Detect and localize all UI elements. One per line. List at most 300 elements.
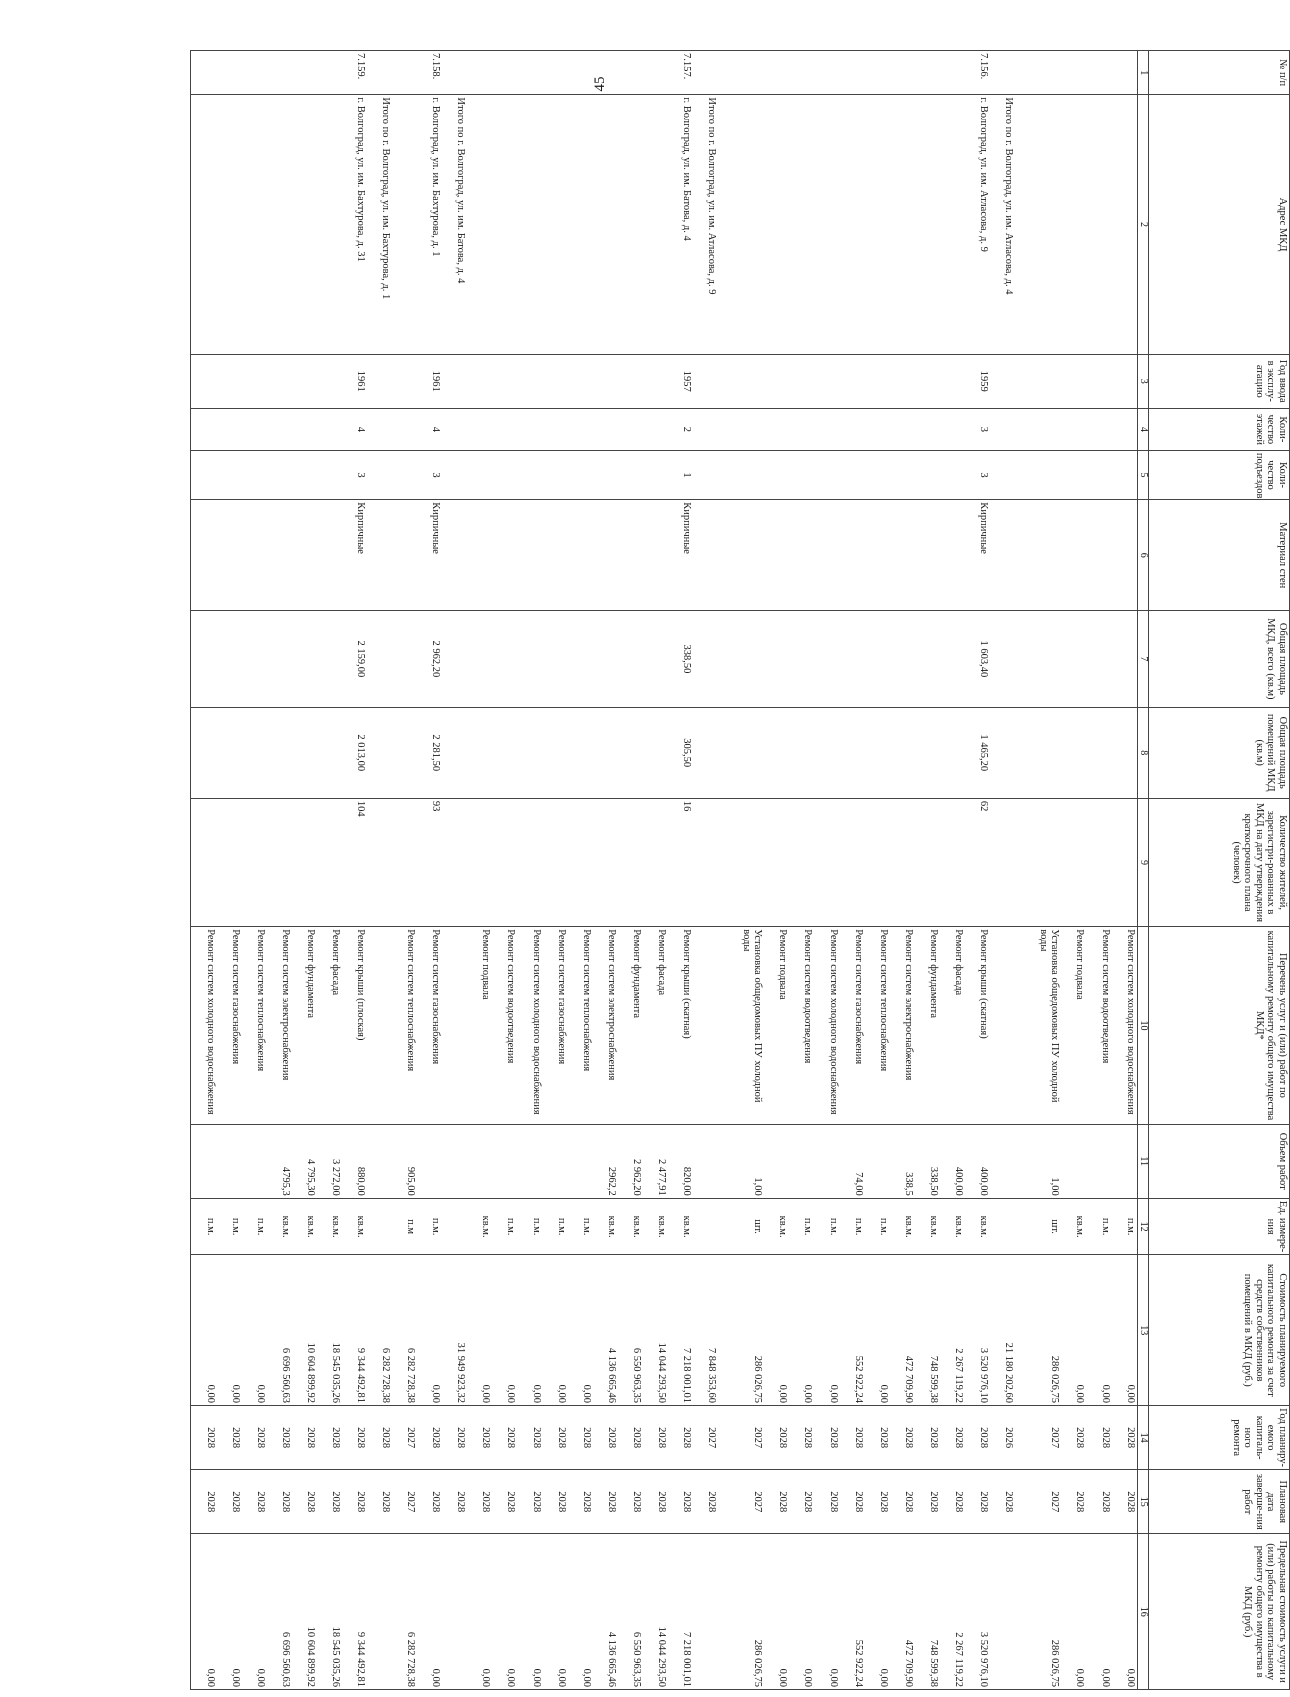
cell-wall-material [517, 500, 542, 611]
cell-residents [1061, 798, 1086, 926]
cell-cost [342, 1255, 367, 1406]
cell-completion-date [267, 1470, 292, 1534]
cell-repair-year [1112, 1406, 1138, 1470]
table-row [990, 51, 1015, 1690]
cell-premises-area [668, 707, 693, 798]
line [927, 411, 939, 448]
line [254, 357, 266, 406]
cell-cost [1015, 1255, 1061, 1406]
line [1125, 613, 1137, 704]
line: 0,00 [505, 1668, 517, 1687]
line [279, 710, 291, 796]
line: Итого по г. Волгоград, ул. им. Бахтурова, д. 1 [380, 97, 392, 300]
line: 0,00 [827, 1668, 839, 1687]
cell-unit [865, 1198, 890, 1255]
line: Ремонт фасада [952, 929, 964, 996]
cell-max-cost [442, 1534, 467, 1690]
cell-number [217, 51, 242, 95]
cell-cost [890, 1255, 915, 1406]
cell-repair-year [814, 1406, 839, 1470]
cell-completion-date [1112, 1470, 1138, 1534]
cell-wall-material [217, 500, 242, 611]
cell-floors [442, 408, 467, 450]
cell-work-type [814, 927, 839, 1124]
line: 6 550 963,35 [630, 1347, 642, 1404]
table-row [1015, 51, 1061, 1690]
line [705, 613, 717, 704]
line: 472 709,90 [902, 1355, 914, 1404]
table-row [890, 51, 915, 1690]
table-row [217, 51, 242, 1690]
cell-repair-year [618, 1406, 643, 1470]
line [330, 53, 342, 92]
table-row [789, 51, 814, 1690]
line: 3 [430, 472, 442, 478]
line [802, 502, 814, 608]
cell-cost [217, 1255, 242, 1406]
cell-residents [865, 798, 890, 926]
cell-number [718, 51, 764, 95]
line: 2028 [630, 1491, 642, 1513]
cell-residents [568, 798, 593, 926]
cell-completion-date [990, 1470, 1015, 1534]
line: 9 344 492,81 [355, 1347, 367, 1404]
line: п.м. [254, 1217, 266, 1236]
cell-work-type [191, 927, 217, 1124]
cell-floors [1112, 408, 1138, 450]
line: 2027 [752, 1427, 764, 1449]
cell-unit [693, 1198, 718, 1255]
line: 2028 [505, 1491, 517, 1513]
line: Ремонт систем газоснабжения [430, 929, 442, 1065]
cell-work-type [442, 927, 467, 1124]
line [952, 53, 964, 92]
line [1002, 801, 1014, 924]
line [777, 411, 789, 448]
cell-unit [789, 1198, 814, 1255]
line: 0,00 [802, 1384, 814, 1404]
line [777, 97, 789, 351]
line [1125, 801, 1137, 924]
cell-entrances [1086, 450, 1111, 499]
line: 0,00 [1125, 1384, 1136, 1404]
cell-floors [267, 408, 292, 450]
cell-unit [668, 1198, 693, 1255]
col-header-floors: Коли-чество этажей [1149, 408, 1290, 450]
line [505, 1127, 517, 1196]
line [827, 97, 839, 351]
line: Ремонт систем газоснабжения [229, 929, 241, 1065]
cell-unit [342, 1198, 367, 1255]
line: кв.м. [480, 1215, 492, 1238]
line: 4 [430, 426, 442, 432]
cell-entrances [643, 450, 668, 499]
table-row [517, 51, 542, 1690]
cell-number [492, 51, 517, 95]
cell-work-type [915, 927, 940, 1124]
col-number: 2 [1138, 95, 1149, 354]
line [1099, 411, 1111, 448]
line [852, 97, 864, 351]
line: 3 520 976,10 [977, 1631, 989, 1687]
line: 10 604 899,92 [304, 1626, 316, 1687]
cell-number [593, 51, 618, 95]
line: п.м. [505, 1217, 517, 1236]
line [229, 502, 241, 608]
cell-address [442, 95, 467, 354]
line [827, 53, 839, 92]
cell-unit [764, 1198, 789, 1255]
col-number: 4 [1138, 408, 1149, 450]
line: 2027 [405, 1491, 417, 1513]
line: 93 [430, 800, 442, 812]
cell-premises-area [915, 707, 940, 798]
cell-work-type [764, 927, 789, 1124]
line [555, 357, 567, 406]
line: 2028 [902, 1427, 914, 1449]
line: 0,00 [877, 1384, 889, 1404]
line [580, 53, 592, 92]
cell-premises-area [965, 707, 990, 798]
line: 2028 [852, 1491, 864, 1513]
cell-number [367, 51, 392, 95]
line [455, 453, 467, 497]
cell-volume [789, 1124, 814, 1198]
line [655, 453, 667, 497]
cell-year-built [1112, 354, 1138, 408]
cell-max-cost [191, 1534, 217, 1690]
line [254, 453, 266, 497]
cell-max-cost [217, 1534, 242, 1690]
table-row [568, 51, 593, 1690]
line: 1959 [977, 370, 989, 392]
cell-residents [342, 798, 367, 926]
line [952, 357, 964, 406]
line: Ремонт систем холодного водоснабжения [204, 929, 216, 1115]
cell-residents [417, 798, 442, 926]
cell-unit [191, 1198, 217, 1255]
cell-completion-date [915, 1470, 940, 1534]
line: кв.м. [927, 1215, 939, 1238]
line: 2028 [630, 1427, 642, 1449]
line: 2028 [927, 1491, 939, 1513]
col-header-total-area: Общая площадь МКД, всего (кв.м) [1149, 611, 1290, 707]
cell-wall-material [417, 500, 442, 611]
table-row [392, 51, 417, 1690]
line [304, 801, 316, 924]
cell-year-built [593, 354, 618, 408]
line [405, 53, 417, 92]
line [1074, 97, 1086, 351]
line [1002, 613, 1014, 704]
cell-entrances [467, 450, 492, 499]
cell-year-built [718, 354, 764, 408]
line: Ремонт систем электроснабжения [605, 929, 617, 1081]
line: Кирпичные [355, 502, 367, 554]
cell-completion-date [392, 1470, 417, 1534]
cell-cost [1086, 1255, 1111, 1406]
line [952, 411, 964, 448]
cell-completion-date [1061, 1470, 1086, 1534]
line [380, 53, 392, 92]
line [1002, 1127, 1014, 1196]
line [254, 801, 266, 924]
line [330, 710, 342, 796]
cell-address [865, 95, 890, 354]
table-row [342, 51, 367, 1690]
cell-work-type [417, 927, 442, 1124]
line: 0,00 [1099, 1384, 1111, 1404]
cell-premises-area [267, 707, 292, 798]
line: шт. [752, 1219, 764, 1234]
cell-floors [1061, 408, 1086, 450]
cell-entrances [789, 450, 814, 499]
cell-number [517, 51, 542, 95]
cell-unit [217, 1198, 242, 1255]
line: п.м. [229, 1217, 241, 1236]
cell-premises-area [317, 707, 342, 798]
line [705, 357, 717, 406]
line [630, 453, 642, 497]
line: 6 282 728,38 [405, 1347, 417, 1404]
cell-floors [990, 408, 1015, 450]
cell-address [392, 95, 417, 354]
line: 2028 [852, 1427, 864, 1449]
cell-wall-material [1112, 500, 1138, 611]
line: кв.м. [777, 1215, 789, 1238]
cell-number [865, 51, 890, 95]
line: 0,00 [430, 1384, 442, 1404]
cell-year-built [492, 354, 517, 408]
line [254, 97, 266, 351]
line [1125, 710, 1137, 796]
cell-total-area [718, 611, 764, 707]
table-row [492, 51, 517, 1690]
cell-repair-year [392, 1406, 417, 1470]
cell-volume [1061, 1124, 1086, 1198]
line [1074, 1127, 1086, 1196]
line: Ремонт систем газоснабжения [555, 929, 567, 1065]
line [802, 613, 814, 704]
line: 880,00 [355, 1166, 367, 1196]
line [505, 453, 517, 497]
cell-cost [317, 1255, 342, 1406]
cell-year-built [1086, 354, 1111, 408]
line [802, 53, 814, 92]
table-body [191, 51, 1138, 1690]
cell-year-built [890, 354, 915, 408]
line: 286 026,75 [1049, 1355, 1061, 1404]
col-header-residents: Количество жителей, зарегистри-рованных в МКД на дату утверждения краткосрочного плана (человек) [1149, 798, 1290, 926]
line: 2028 [455, 1491, 467, 1513]
line: 2028 [927, 1427, 939, 1449]
line: 0,00 [430, 1668, 442, 1687]
cell-repair-year [840, 1406, 865, 1470]
line [952, 801, 964, 924]
line [530, 710, 542, 796]
cell-work-type [1112, 927, 1138, 1124]
line: 1 [680, 472, 692, 478]
line [927, 357, 939, 406]
line [752, 411, 764, 448]
cell-floors [718, 408, 764, 450]
line [229, 453, 241, 497]
line [827, 613, 839, 704]
line: 2 281,50 [430, 734, 442, 772]
line [705, 1127, 717, 1196]
cell-premises-area [814, 707, 839, 798]
cell-floors [217, 408, 242, 450]
line [204, 453, 216, 497]
line: 0,00 [580, 1384, 592, 1404]
line [605, 613, 617, 704]
line [752, 97, 764, 351]
cell-wall-material [317, 500, 342, 611]
line [505, 502, 517, 608]
cell-number [890, 51, 915, 95]
col-header-year-built: Год ввода в эксплу-атацию [1149, 354, 1290, 408]
table-row [940, 51, 965, 1690]
line [380, 1127, 392, 1196]
cell-unit [1061, 1198, 1086, 1255]
line [580, 801, 592, 924]
cell-year-built [668, 354, 693, 408]
cell-number [668, 51, 693, 95]
cell-address [543, 95, 568, 354]
line [480, 710, 492, 796]
table-row [191, 51, 217, 1690]
cell-completion-date [940, 1470, 965, 1534]
cell-entrances [915, 450, 940, 499]
cell-number [814, 51, 839, 95]
col-header-works-list: Перечень услуг и (или) работ по капитальному ремонту общего имущества МКД* [1149, 927, 1290, 1124]
line [630, 502, 642, 608]
cell-volume [292, 1124, 317, 1198]
cell-cost [915, 1255, 940, 1406]
col-number: 11 [1138, 1124, 1149, 1198]
column-number-row [1138, 51, 1149, 1690]
line [455, 357, 467, 406]
line: п.м. [530, 1217, 542, 1236]
cell-completion-date [568, 1470, 593, 1534]
line [405, 613, 417, 704]
table-row [442, 51, 467, 1690]
cell-unit [618, 1198, 643, 1255]
line [927, 453, 939, 497]
line: 552 922,24 [852, 1639, 864, 1687]
cell-unit [718, 1198, 764, 1255]
line: 1961 [355, 370, 367, 392]
cell-repair-year [593, 1406, 618, 1470]
line [902, 613, 914, 704]
line [827, 453, 839, 497]
table-row [367, 51, 392, 1690]
line [405, 411, 417, 448]
line: 0,00 [777, 1384, 789, 1404]
line [705, 801, 717, 924]
cell-volume [865, 1124, 890, 1198]
line: п.м. [204, 1217, 216, 1236]
line [279, 453, 291, 497]
cell-address [191, 95, 217, 354]
line: г. Волгоград, ул. им. Бахтурова, д. 31 [355, 97, 367, 262]
line: Ремонт фундамента [630, 929, 642, 1019]
line [480, 453, 492, 497]
line [852, 710, 864, 796]
cell-max-cost [568, 1534, 593, 1690]
cell-residents [317, 798, 342, 926]
line: 2962,2 [605, 1166, 617, 1196]
cell-floors [543, 408, 568, 450]
line: 2028 [229, 1491, 241, 1513]
cell-max-cost [643, 1534, 668, 1690]
cell-entrances [693, 450, 718, 499]
cell-total-area [840, 611, 865, 707]
line [380, 502, 392, 608]
cell-repair-year [1086, 1406, 1111, 1470]
cell-cost [693, 1255, 718, 1406]
cell-floors [940, 408, 965, 450]
cell-residents [191, 798, 217, 926]
line: 2028 [204, 1491, 216, 1513]
line [605, 502, 617, 608]
line: 400,00 [952, 1166, 964, 1196]
cell-work-type [1061, 927, 1086, 1124]
cell-year-built [342, 354, 367, 408]
line [877, 53, 889, 92]
line [405, 453, 417, 497]
cell-work-type [593, 927, 618, 1124]
line: 7.156. [977, 53, 989, 80]
line: Ремонт систем теплоснабжения [405, 929, 417, 1072]
line [530, 53, 542, 92]
cell-max-cost [467, 1534, 492, 1690]
cell-cost [292, 1255, 317, 1406]
cell-premises-area [492, 707, 517, 798]
cell-cost [643, 1255, 668, 1406]
cell-max-cost [840, 1534, 865, 1690]
cell-address [718, 95, 764, 354]
line: 2028 [455, 1427, 467, 1449]
cell-residents [764, 798, 789, 926]
line [630, 411, 642, 448]
cell-floors [643, 408, 668, 450]
cell-year-built [392, 354, 417, 408]
line: 2028 [952, 1491, 964, 1513]
line [480, 1127, 492, 1196]
line: кв.м. [977, 1215, 989, 1238]
line: п.м. [1099, 1217, 1111, 1236]
line: 2028 [430, 1491, 442, 1513]
cell-repair-year [668, 1406, 693, 1470]
table-row [718, 51, 764, 1690]
cell-work-type [1015, 927, 1061, 1124]
cell-number [417, 51, 442, 95]
line [802, 1127, 814, 1196]
line [927, 613, 939, 704]
cell-max-cost [764, 1534, 789, 1690]
cell-address [317, 95, 342, 354]
cell-residents [789, 798, 814, 926]
line [1074, 710, 1086, 796]
cell-premises-area [191, 707, 217, 798]
line: 1 465,20 [977, 734, 989, 772]
cell-entrances [242, 450, 267, 499]
cell-address [940, 95, 965, 354]
cell-work-type [990, 927, 1015, 1124]
cell-residents [1015, 798, 1061, 926]
cell-address [764, 95, 789, 354]
